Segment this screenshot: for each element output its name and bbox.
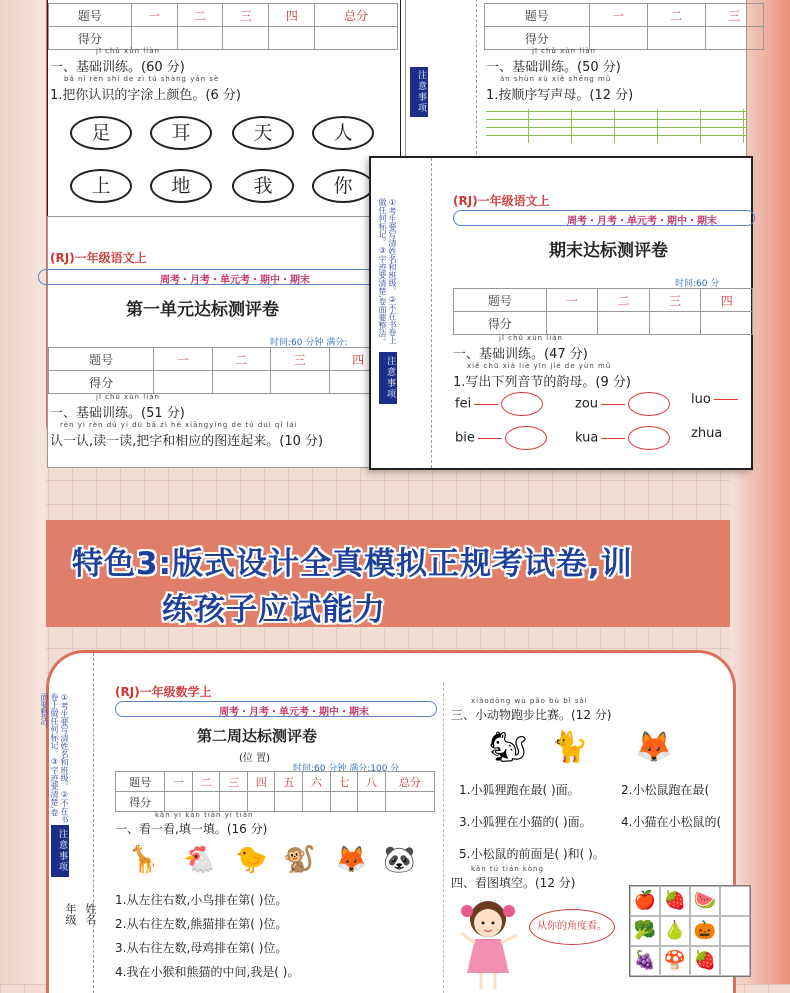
score-row-label: 得分 <box>485 27 590 50</box>
question: 1.小狐狸跑在最( )面。 <box>459 783 580 797</box>
score-header-cell: 三 <box>649 289 701 312</box>
watermelon-icon: 🍉 <box>690 886 720 916</box>
broccoli-icon: 🥦 <box>630 916 660 946</box>
question-1: xiě chū xià liè yīn jié de yùn mǔ 1.写出下列音节的韵母。(9 分) <box>453 362 631 390</box>
cat-icon: 🐈 <box>551 730 589 765</box>
score-header-cell: 二 <box>192 772 220 792</box>
notice-label: 注意事项 <box>379 352 397 404</box>
empty-cell <box>720 946 750 976</box>
sheet-mid-right <box>369 156 753 470</box>
syllable-item: bie <box>455 426 547 450</box>
strip-label: 年级 <box>64 903 77 925</box>
char-oval[interactable]: 你 <box>312 169 374 203</box>
section-heading: xiǎodòng wù pǎo bù bǐ sài 三、小动物跑步比赛。(12 分) <box>451 697 612 722</box>
answer-oval[interactable] <box>628 392 670 416</box>
fox-icon: 🦊 <box>335 845 368 875</box>
question: 4.我在小猴和熊猫的中间,我是( )。 <box>115 965 300 979</box>
score-header-cell: 四 <box>701 289 753 312</box>
score-row-label: 得分 <box>49 27 132 50</box>
writing-lines <box>486 109 746 143</box>
section-heading: jī chǔ xùn liàn 一、基础训练。(50 分) <box>486 47 621 75</box>
score-header-cell: 一 <box>131 4 177 27</box>
pinyin: xiǎodòng wù pǎo bù bǐ sài <box>471 697 588 705</box>
syllable-item: fei <box>455 392 543 416</box>
pear-icon: 🍐 <box>660 916 690 946</box>
score-header-cell: 二 <box>598 289 650 312</box>
section-heading: jī chǔ xùn liàn 一、基础训练。(47 分) <box>453 334 588 362</box>
apple-icon: 🍎 <box>630 886 660 916</box>
column-divider <box>443 683 444 993</box>
answer-oval[interactable] <box>628 426 670 450</box>
score-header-cell: 二 <box>212 348 270 371</box>
speech-bubble: 从你的角度看。 <box>529 909 615 945</box>
feature-banner <box>46 520 730 627</box>
bottom-collage <box>40 650 736 993</box>
tagline: 周考・月考・单元考・期中・期末 <box>219 707 369 718</box>
score-header-cell: 题号 <box>49 348 154 371</box>
score-header-cell: 四 <box>329 348 387 371</box>
question-1: bǎ nǐ rèn shí de zì tú shàng yán sè 1.把你认识的字涂上颜色。(6 分) <box>50 75 241 103</box>
score-row-label: 得分 <box>116 792 165 812</box>
score-header-cell: 总分 <box>385 772 434 792</box>
sheet-title: 期末达标测评卷 <box>549 241 668 261</box>
answer-oval[interactable] <box>501 392 543 416</box>
grade-label: (RJ)一年级数学上 <box>115 685 212 699</box>
section-heading: jī chǔ xùn liàn 一、基础训练。(51 分) <box>50 393 185 421</box>
left-edge-decor <box>0 0 46 984</box>
char-oval[interactable]: 我 <box>232 169 294 203</box>
score-header-cell: 二 <box>647 4 705 27</box>
pinyin: jī chǔ xùn liàn <box>532 47 596 55</box>
notice-label: 注意事项 <box>410 67 428 117</box>
instructions: ①考生要写清姓名和班级。②不在书卷上做任何标记。③字迹要清楚,卷面要整洁。 <box>40 693 69 823</box>
hen-icon: 🐔 <box>183 845 216 875</box>
char-oval[interactable]: 上 <box>70 169 132 203</box>
score-header-cell: 五 <box>275 772 303 792</box>
banner-line-1: 特色3:版式设计全真模拟正规考试卷,训 <box>72 546 633 582</box>
score-header-cell: 题号 <box>116 772 165 792</box>
syllable-item: luo <box>691 392 741 407</box>
grade-label: (RJ)一年级语文上 <box>453 194 550 208</box>
score-table <box>115 771 435 812</box>
strawberry-icon: 🍓 <box>660 886 690 916</box>
score-header-cell: 三 <box>220 772 248 792</box>
score-header-cell: 四 <box>247 772 275 792</box>
strip-label: 姓名 <box>84 903 97 925</box>
question: 2.从右往左数,熊猫排在第( )位。 <box>115 917 288 931</box>
score-header-cell: 六 <box>303 772 331 792</box>
tagline: 周考・月考・单元考・期中・期末 <box>160 275 310 286</box>
score-row-label: 得分 <box>454 312 547 335</box>
pinyin: àn shùn xù xiě shēng mǔ <box>500 75 612 83</box>
sheet-top-right <box>405 0 747 170</box>
score-header-cell: 一 <box>589 4 647 27</box>
score-header-cell: 七 <box>330 772 358 792</box>
char-oval[interactable]: 耳 <box>150 116 212 150</box>
grade-label: (RJ)一年级语文上 <box>50 251 147 265</box>
notice-label: 注意事项 <box>51 825 69 877</box>
score-header-cell: 题号 <box>454 289 547 312</box>
question: 3.小狐狸在小猫的( )面。 <box>459 815 592 829</box>
score-header-cell: 八 <box>358 772 386 792</box>
question: 4.小猫在小松鼠的( <box>621 815 722 829</box>
sheet-subtitle: (位 置) <box>239 753 270 764</box>
syllable-item: zou <box>575 392 670 416</box>
question-1: àn shùn xù xiě shēng mǔ 1.按顺序写声母。(12 分) <box>486 75 634 103</box>
pinyin: rèn yi rèn dú yi dú bǎ zì hé xiāngyìng de tú duì qǐ lái <box>60 421 298 429</box>
question: 3.从右往左数,母鸡排在第( )位。 <box>115 941 288 955</box>
monkey-icon: 🐒 <box>283 845 316 875</box>
empty-cell <box>720 886 750 916</box>
exam-meta: 时间:60 分钟 满分: <box>270 338 348 348</box>
score-header-cell: 一 <box>546 289 598 312</box>
fox-icon: 🦊 <box>635 730 673 765</box>
score-header-cell: 总分 <box>315 4 398 27</box>
pinyin: kàn tú tián kòng <box>471 865 544 873</box>
score-header-cell: 二 <box>177 4 223 27</box>
pinyin: bǎ nǐ rèn shí de zì tú shàng yán sè <box>64 75 220 83</box>
squirrel-icon: 🐿 <box>489 730 528 765</box>
score-table <box>48 3 398 50</box>
giraffe-icon: 🦒 <box>127 845 160 875</box>
pinyin: jī chǔ xùn liàn <box>96 47 160 55</box>
pinyin: jī chǔ xùn liàn <box>499 334 563 342</box>
score-table <box>484 3 764 50</box>
top-collage <box>46 0 741 461</box>
section-heading: jī chǔ xùn liàn 一、基础训练。(60 分) <box>50 47 185 75</box>
sheet-mid-left <box>47 216 389 468</box>
bird-icon: 🐤 <box>235 845 268 875</box>
pinyin: kàn yi kàn tián yi tián <box>155 811 254 819</box>
score-header-cell: 三 <box>223 4 269 27</box>
score-header-cell: 题号 <box>49 4 132 27</box>
section-heading: kàn tú tián kòng 四、看图填空。(12 分) <box>451 865 576 890</box>
fruit-grid <box>629 885 751 977</box>
syllable-item: zhua <box>691 426 723 441</box>
score-header-cell: 一 <box>165 772 193 792</box>
score-header-cell: 三 <box>271 348 329 371</box>
question-1: rèn yi rèn dú yi dú bǎ zì hé xiāngyìng de tú duì qǐ lái 认一认,读一读,把字和相应的图连起来。(10 分) <box>50 421 324 449</box>
question: 5.小松鼠的前面是( )和( )。 <box>459 847 605 861</box>
empty-cell <box>720 916 750 946</box>
mushroom-icon: 🍄 <box>660 946 690 976</box>
pinyin: jī chǔ xùn liàn <box>96 393 160 401</box>
tagline: 周考・月考・单元考・期中・期末 <box>567 216 717 227</box>
banner-line-2: 练孩子应试能力 <box>162 592 386 628</box>
girl-illustration <box>453 893 523 993</box>
score-header-cell: 四 <box>269 4 315 27</box>
sheet-title: 第一单元达标测评卷 <box>126 300 279 320</box>
score-header-cell: 一 <box>154 348 212 371</box>
question: 1.从左往右数,小鸟排在第( )位。 <box>115 893 288 907</box>
panda-icon: 🐼 <box>383 845 416 875</box>
exam-meta: 时间:60 分钟 满分:100 分 <box>293 764 400 774</box>
score-header-cell: 三 <box>705 4 763 27</box>
question: 2.小松鼠跑在最( <box>621 783 710 797</box>
answer-oval[interactable] <box>505 426 547 450</box>
score-header-cell: 题号 <box>485 4 590 27</box>
section-heading: kàn yi kàn tián yi tián 一、看一看,填一填。(16 分) <box>115 811 268 836</box>
sheet-title: 第二周达标测评卷 <box>197 727 318 745</box>
score-row-label: 得分 <box>49 371 154 394</box>
score-table <box>48 347 388 394</box>
sheet-top-left <box>47 0 401 220</box>
exam-meta: 时间:60 分 <box>675 279 720 289</box>
char-oval[interactable]: 地 <box>150 169 212 203</box>
pumpkin-icon: 🎃 <box>690 916 720 946</box>
instructions: ①考生要写清姓名和班级。②不在书卷上做任何标记。③字迹要清楚,卷面要整洁。 <box>378 198 397 346</box>
char-oval[interactable]: 足 <box>70 116 132 150</box>
score-table <box>453 288 753 335</box>
pinyin: xiě chū xià liè yīn jié de yùn mǔ <box>467 362 612 370</box>
char-oval[interactable]: 天 <box>232 116 294 150</box>
char-oval[interactable]: 人 <box>312 116 374 150</box>
syllable-item: kua <box>575 426 670 450</box>
strawberry-icon: 🍓 <box>690 946 720 976</box>
grapes-icon: 🍇 <box>630 946 660 976</box>
